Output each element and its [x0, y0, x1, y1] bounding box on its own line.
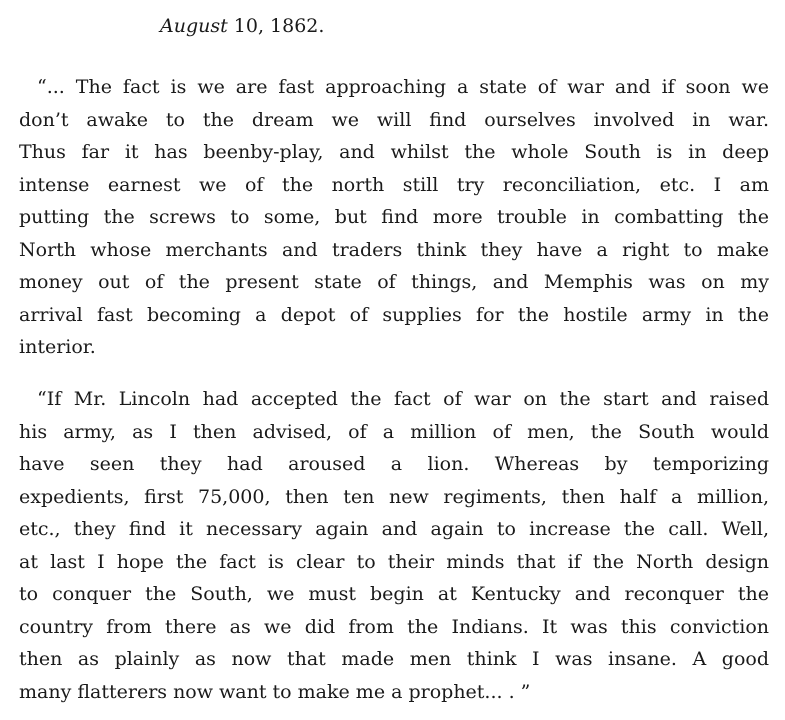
text-line: to conquer the South, we must begin at Kentucky and reconquer the — [19, 583, 769, 605]
text-line: interior. — [19, 336, 96, 358]
text-line: Thus far it has beenby-play, and whilst the whole South is in deep — [19, 141, 769, 163]
text-line: country from there as we did from the Indians. It was this conviction — [19, 615, 769, 638]
text-line: expedients, first 75,000, then ten new regiments, then half a million, — [19, 485, 769, 508]
text-line: “If Mr. Lincoln had accepted the fact of war on the start and raised — [37, 388, 769, 410]
text-line: have seen they had aroused a lion. Whereas by temporizing — [19, 453, 769, 475]
letter-date — [160, 14, 324, 38]
quote-paragraph-2 — [19, 383, 769, 708]
quote-paragraph-1 — [19, 71, 769, 364]
text-line: money out of the present state of things, and Memphis was on my — [19, 271, 769, 293]
text-line: arrival fast becoming a depot of supplies for the hostile army in the — [19, 303, 769, 326]
text-line: then as plainly as now that made men think I was insane. A good — [19, 648, 769, 670]
text-line: putting the screws to some, but find more trouble in combatting the — [19, 206, 769, 228]
text-line: North whose merchants and traders think they have a right to make — [19, 238, 769, 261]
text-line: don’t awake to the dream we will find ourselves involved in war. — [19, 108, 769, 131]
text-line: etc., they find it necessary again and again to increase the call. Well, — [19, 518, 769, 540]
text-line: “... The fact is we are fast approaching a state of war and if soon we — [37, 76, 769, 98]
text-line: intense earnest we of the north still try reconciliation, etc. I am — [19, 173, 769, 196]
date-month: August — [160, 15, 228, 37]
text-line: at last I hope the fact is clear to their minds that if the North design — [19, 550, 769, 573]
text-line: many flatterers now want to make me a prophet... . ” — [19, 680, 531, 703]
date-rest: 10, 1862. — [227, 15, 325, 37]
text-line: his army, as I then advised, of a million of men, the South would — [19, 420, 769, 443]
